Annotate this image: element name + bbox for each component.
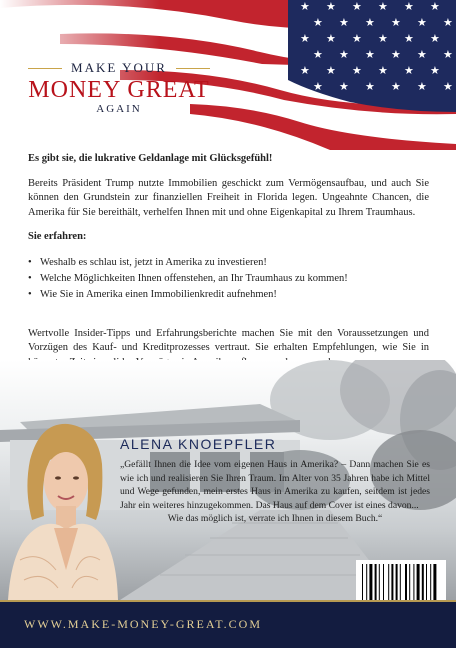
logo-line-2: MONEY GREAT [28,77,210,103]
author-name: ALENA KNOEPFLER [120,436,277,452]
footer-gold-rule [0,600,456,602]
barcode-bar [426,564,427,600]
logo-rule-left [28,68,62,69]
website-url: WWW.MAKE-MONEY-GREAT.COM [24,617,262,631]
barcode-bar [405,564,407,600]
barcode-bar [430,564,431,600]
closing-paragraph: Wertvolle Insider-Tipps und Erfahrungsberichte machen Sie mit den Voraussetzungen und Vorzügen des Kauf- und Kreditprozesses vertraut. Sie erhalten Empfehlungen, wie Sie in [28,327,429,353]
barcode-bar [413,564,414,600]
barcode-bar [375,564,377,600]
barcode-bar [383,564,384,600]
barcode-bar [369,564,372,600]
barcode-bar [417,564,420,600]
subheading: Sie erfahren: [28,231,87,242]
footer-bar [0,600,456,648]
barcode-bar [422,564,424,600]
author-quote-body: „Gefällt Ihnen die Idee vom eigenen Haus in Amerika? – Dann machen Sie es wie ich und realisieren Sie Ihren Traum. Im Alter von 35 Jahren habe ich Mittel und Wege gefunden, mein erstes Haus in Amerika zu kaufen, seitdem ist jedes Jahr ein weiteres hinzugekommen. Das Haus auf dem Cover ist eines davon... [120,459,430,511]
logo-line-1: MAKE YOUR [71,60,167,75]
bullet-item: • Weshalb es schlau ist, jetzt in Amerika zu investieren! [28,255,429,271]
author-quote [120,458,430,526]
barcode-bar [366,564,367,600]
author-quote-last-line: Wie das möglich ist, verrate ich Ihnen in diesem Buch.“ [167,513,383,525]
bullet-list [28,255,429,303]
barcode-bar [396,564,398,600]
headline: Es gibt sie, die lukrative Geldanlage mit Glücksgefühl! [28,153,273,164]
barcode-bar [388,564,389,600]
bullet-item: • Welche Möglichkeiten Ihnen offenstehen, an Ihr Traumhaus zu kommen! [28,271,429,287]
barcode-bar [433,564,436,600]
barcode-bar [391,564,393,600]
barcode-bar [400,564,401,600]
logo-rule-right [176,68,210,69]
barcode-bar [409,564,410,600]
logo [14,60,224,115]
intro-paragraph: Bereits Präsident Trump nutzte Immobilien geschickt zum Vermögensaufbau, und auch Sie können den Grundstein zur finanziellen Freiheit in Florida legen. Ungeahnte Chancen, die Amerika für Sie bereithält, verhelfen Ihnen mit und ohne Eigenkapital zu Ihrem Traumhaus. [28,177,429,218]
bullet-item: • Wie Sie in Amerika einen Immobilienkredit aufnehmen! [28,287,429,303]
barcode-bar [362,564,363,600]
author-portrait [0,420,118,600]
blurb [28,152,429,380]
barcode-bar [379,564,380,600]
logo-line-3: AGAIN [96,103,142,115]
